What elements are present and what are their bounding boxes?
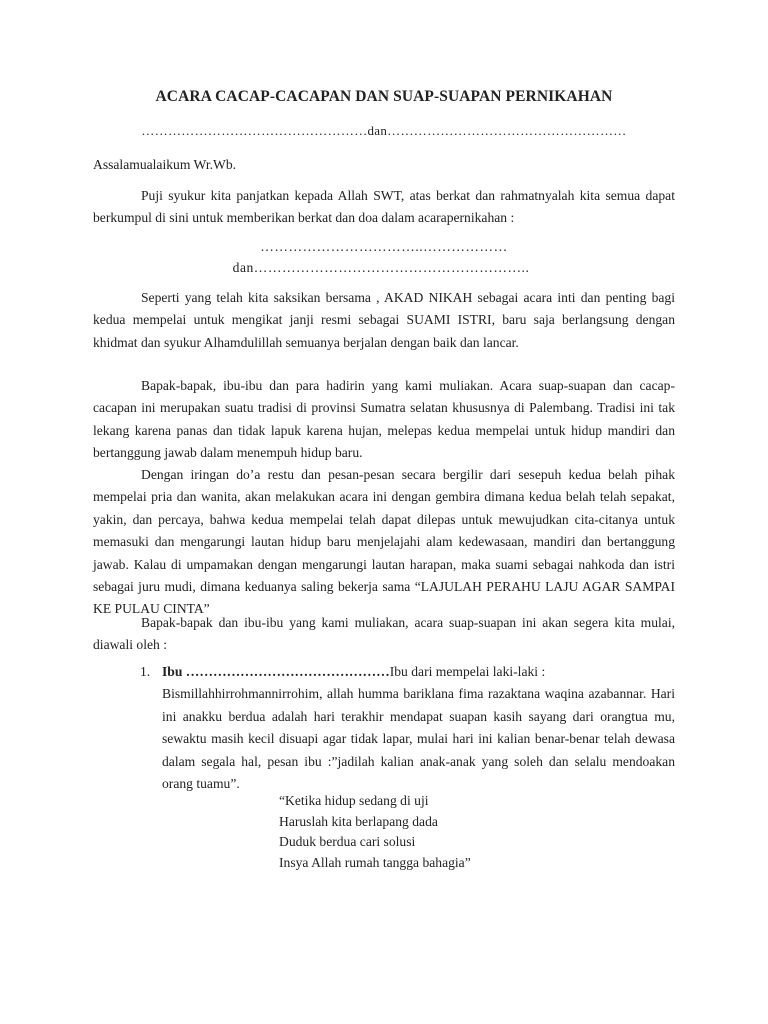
list-text: Bismillahhirrohmannirrohim, allah humma bariklana fima razaktana waqina azabannar. Hari ini anakku berdua adalah hari terakhir mendapat suapan kasih sayang dari orangtua mu, sewaktu masih kecil disuapi agar tidak lapar, mulai hari ini kalian benar-benar telah dewasa dalam segala hal, pesan ibu :”jadilah kalian anak-anak yang soleh dan selalu mendoakan orang tuamu”. [162,686,675,792]
name-blank-2: dan………………………………………………….. [232,260,530,275]
greeting: Assalamualaikum Wr.Wb. [93,157,237,172]
poem-line: Haruslah kita berlapang dada [279,813,438,829]
list-label-rest: Ibu dari mempelai laki-laki : [389,664,546,679]
poem-line: “Ketika hidup sedang di uji [279,793,429,808]
paragraph-opening: Bapak-bapak dan ibu-ibu yang kami muliakan, acara suap-suapan ini akan segera kita mulai, diawali oleh : [93,615,675,653]
list-label: Ibu ……………………………………… [162,664,390,679]
list-body [162,661,675,795]
couple-names-line: ……………………………………………dan……………………………………………… [141,123,627,138]
list-item [140,661,675,795]
paragraph-tradition: Bapak-bapak, ibu-ibu dan para hadirin yang kami muliakan. Acara suap-suapan dan cacap-cacapan ini merupakan suatu tradisi di provinsi Sumatra selatan khususnya di Palembang. Tradisi ini tak lekang karena panas dan tidak lapuk karena hujan, melepas kedua mempelai untuk hidup mandiri dan bertanggung jawab dalam menempuh hidup baru. [93,378,675,461]
list-number: 1. [140,664,151,679]
poem-line: Insya Allah rumah tangga bahagia” [279,854,471,870]
intro-paragraph: Puji syukur kita panjatkan kepada Allah SWT, atas berkat dan rahmatnyalah kita semua dapat berkumpul di sini untuk memberikan berkat dan doa dalam acarapernikahan : [93,188,675,226]
document-title: ACARA CACAP-CACAPAN DAN SUAP-SUAPAN PERNIKAHAN [155,88,613,105]
poem-line: Duduk berdua cari solusi [279,834,416,849]
name-blank-1: ……………………………..……………… [260,239,508,254]
paragraph-blessing: Dengan iringan do’a restu dan pesan-pesan secara bergilir dari sesepuh kedua belah pihak mempelai pria dan wanita, akan melakukan acara ini dengan gembira dimana kedua belah telah sepakat, yakin, dan percaya, bahwa kedua mempelai telah dapat dilepas untuk mewujudkan cita-citanya untuk memasuki dan mengarungi lautan hidup baru menjelajahi alam kedewasaan, mandiri dan bertanggung jawab. Kalau di umpamakan dengan mengarungi lautan harapan, maka suami sebagai nahkoda dan istri sebagai juru mudi, dimana keduanya saling bekerja sama “LAJULAH PERAHU LAJU AGAR SAMPAI KE PULAU CINTA” [93,467,675,617]
poem [279,791,471,873]
paragraph-akad-nikah: Seperti yang telah kita saksikan bersama , AKAD NIKAH sebagai acara inti dan penting bagi kedua mempelai untuk mengikat janji resmi sebagai SUAMI ISTRI, baru saja berlangsung dengan khidmat dan syukur Alhamdulillah semuanya berjalan dengan baik dan lancar. [93,290,675,350]
